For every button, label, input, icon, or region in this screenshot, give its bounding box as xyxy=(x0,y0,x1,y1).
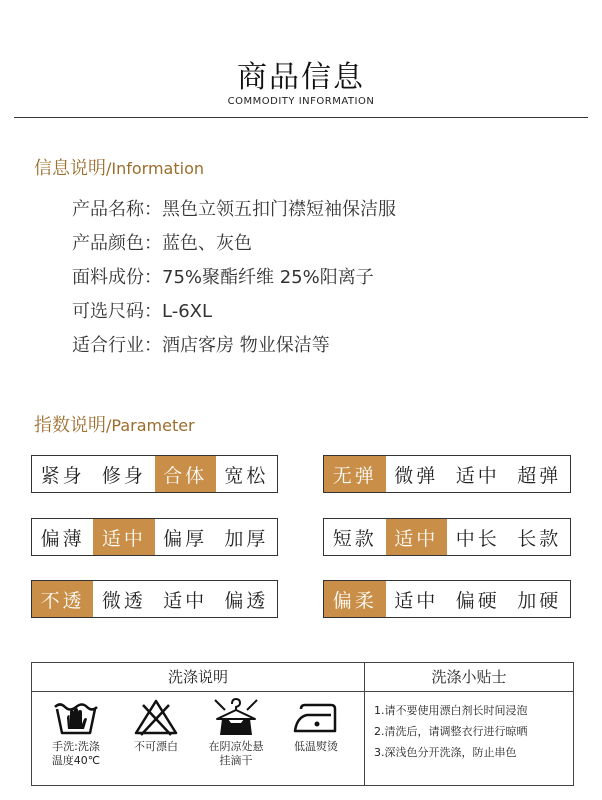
wash-item-hang-dry xyxy=(196,697,276,768)
wash-column-divider xyxy=(364,663,365,785)
param-fit-option: 紧身 xyxy=(40,464,85,487)
hang-dry-label-1: 在阴凉处悬 xyxy=(208,740,264,753)
info-item-size: 可选尺码：L-6XL xyxy=(72,301,213,322)
param-length-option: 中长 xyxy=(455,527,500,550)
info-item-name: 产品名称：黑色立领五扣门襟短袖保洁服 xyxy=(72,199,396,220)
hang-dry-shade-icon xyxy=(211,697,261,737)
param-softness xyxy=(323,580,571,618)
param-fit-option: 合体 xyxy=(155,456,216,492)
param-length-option: 短款 xyxy=(332,527,377,550)
hand-wash-icon xyxy=(51,697,101,737)
no-bleach-icon xyxy=(131,697,181,737)
param-thickness-option: 适中 xyxy=(93,519,154,555)
param-elasticity xyxy=(323,455,571,493)
wash-item-low-iron xyxy=(276,697,356,754)
param-transparency-option: 适中 xyxy=(163,589,208,612)
wash-item-no-bleach xyxy=(116,697,196,754)
wash-item-hand-wash xyxy=(36,697,116,768)
param-section-title xyxy=(34,411,195,437)
no-bleach-label: 不可漂白 xyxy=(134,740,178,753)
info-title-en: /Information xyxy=(106,159,205,178)
page-subtitle: COMMODITY INFORMATION xyxy=(227,96,375,107)
param-title-cn: 指数说明 xyxy=(34,415,106,436)
wash-header-divider xyxy=(32,691,573,692)
low-iron-icon xyxy=(291,697,341,737)
param-elasticity-option: 超弹 xyxy=(517,464,562,487)
param-softness-option: 偏硬 xyxy=(455,589,500,612)
info-title-cn: 信息说明 xyxy=(34,158,106,179)
info-item-material: 面料成份：75%聚酯纤维 25%阳离子 xyxy=(72,267,374,288)
param-elasticity-option: 微弹 xyxy=(394,464,439,487)
param-length-option: 长款 xyxy=(517,527,562,550)
wash-table xyxy=(31,662,574,786)
param-softness-option: 偏柔 xyxy=(324,581,386,617)
info-item-color: 产品颜色：蓝色、灰色 xyxy=(72,233,252,254)
param-transparency-option: 不透 xyxy=(32,581,93,617)
hand-wash-label-1: 手洗:洗涤 xyxy=(52,740,100,753)
info-section-title xyxy=(34,154,204,180)
param-title-en: /Parameter xyxy=(106,416,195,435)
param-thickness xyxy=(31,518,278,556)
wash-tip: 3.深浅色分开洗涤，防止串色 xyxy=(374,746,517,759)
param-thickness-option: 加厚 xyxy=(224,527,269,550)
page-title: 商品信息 xyxy=(237,60,365,95)
wash-tip: 2.清洗后，请调整衣行进行晾晒 xyxy=(374,725,528,738)
param-transparency-option: 偏透 xyxy=(224,589,269,612)
param-length-option: 适中 xyxy=(386,519,448,555)
header-divider xyxy=(14,117,588,118)
low-iron-label: 低温熨烫 xyxy=(294,740,338,753)
hand-wash-label-2: 温度40℃ xyxy=(51,754,101,767)
param-fit-option: 宽松 xyxy=(224,464,269,487)
param-transparency-option: 微透 xyxy=(101,589,146,612)
param-length xyxy=(323,518,571,556)
wash-header-right: 洗涤小贴士 xyxy=(431,668,507,686)
param-thickness-option: 偏薄 xyxy=(40,527,85,550)
param-softness-option: 适中 xyxy=(394,589,439,612)
wash-tip: 1.请不要使用漂白剂长时间浸泡 xyxy=(374,704,528,717)
hang-dry-label-2: 挂滴干 xyxy=(219,754,253,767)
wash-tips-list xyxy=(374,701,528,764)
param-softness-option: 加硬 xyxy=(517,589,562,612)
param-transparency xyxy=(31,580,278,618)
param-fit-option: 修身 xyxy=(101,464,146,487)
param-elasticity-option: 适中 xyxy=(455,464,500,487)
param-thickness-option: 偏厚 xyxy=(163,527,208,550)
info-item-industry: 适合行业：酒店客房 物业保洁等 xyxy=(72,335,330,356)
param-elasticity-option: 无弹 xyxy=(324,456,386,492)
param-fit xyxy=(31,455,278,493)
info-list xyxy=(72,196,396,366)
wash-header-left: 洗涤说明 xyxy=(167,668,228,686)
